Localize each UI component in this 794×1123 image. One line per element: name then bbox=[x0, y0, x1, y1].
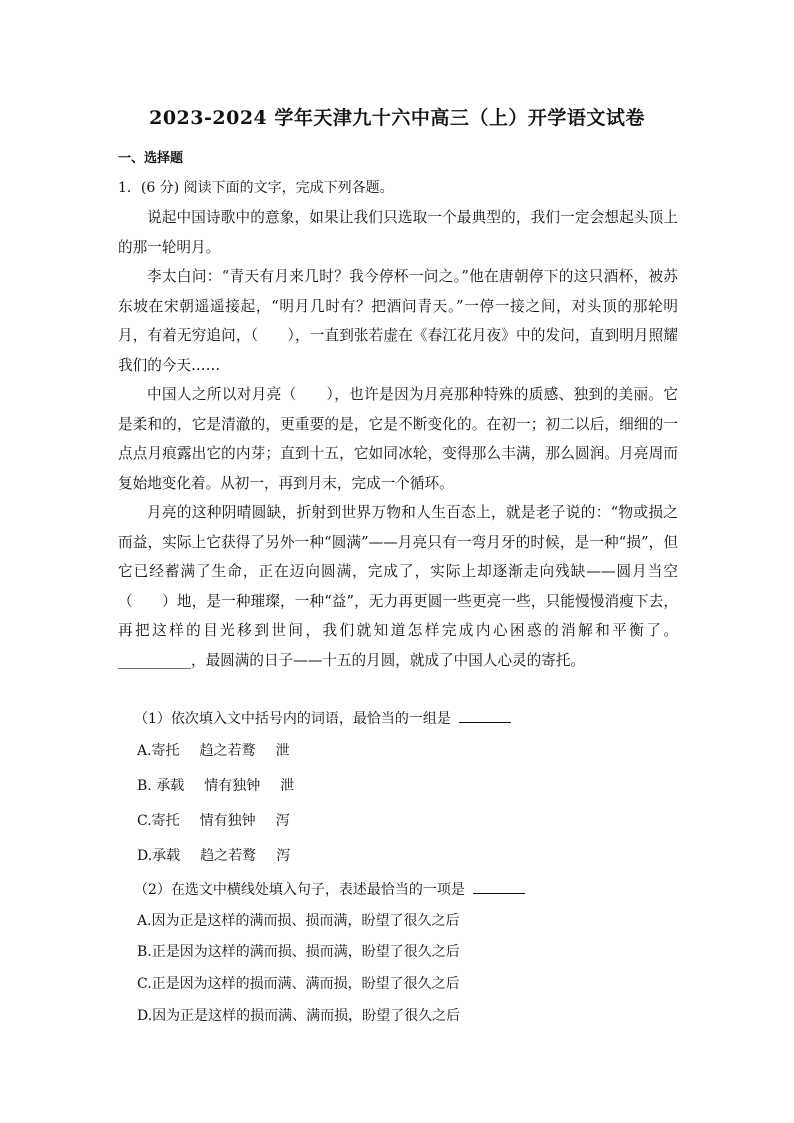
option-1c[interactable] bbox=[137, 810, 290, 830]
option-2d[interactable]: D.因为正是这样的损而满、满而损，盼望了很久之后 bbox=[137, 1008, 461, 1024]
option-word: C.寄托 bbox=[137, 813, 180, 829]
option-word: 情有独钟 bbox=[199, 813, 256, 829]
option-2a[interactable]: A.因为正是这样的满而损、损而满，盼望了很久之后 bbox=[137, 913, 460, 929]
passage-paragraph: 中国人之所以对月亮（ ），也许是因为月亮那种特殊的质感、独到的美丽。它是柔和的，它是清澈的，更重要的是，它是不断变化的。在初一；初二以后，细细的一点点月痕露出它的内芽；直到十五，它如同冰轮，变得那么丰满，那么圆润。月亮周而复始地变化着。从初一，再到月末，完成一个循环。 bbox=[118, 386, 678, 492]
subquestion-2-prompt: （2）在选文中横线处填入句子，表述最恰当的一项是 bbox=[134, 882, 465, 898]
option-word: B. 承载 bbox=[137, 778, 185, 794]
answer-blank[interactable] bbox=[459, 708, 511, 723]
option-word: 泻 bbox=[275, 813, 290, 829]
section-heading: 一、选择题 bbox=[118, 151, 184, 166]
option-1a[interactable] bbox=[137, 740, 290, 760]
option-2c[interactable]: C.正是因为这样的损而满、满而损，盼望了很久之后 bbox=[137, 976, 460, 992]
option-word: 情有独钟 bbox=[204, 778, 261, 794]
subquestion-1-prompt: （1）依次填入文中括号内的词语，最恰当的一组是 bbox=[134, 711, 451, 727]
passage-paragraph: 李太白问：“青天有月来几时？我今停杯一问之。”他在唐朝停下的这只酒杯，被苏东坡在宋朝遥遥接起，“明月几时有？把酒问青天。”一停一接之间，对头顶的那轮明月，有着无穷追问，（ ），一直到张若虚在《春江花月夜》中的发问，直到明月照耀我们的今天…… bbox=[118, 268, 678, 374]
passage-paragraph: 月亮的这种阴晴圆缺，折射到世界万物和人生百态上，就是老子说的：“物或损之而益，实际上它获得了另外一种“圆满”——月亮只有一弯月牙的时候，是一种“损”，但它已经蓄满了生命，正在迈向圆满，完成了，实际上却逐渐走向残缺——圆月当空（ ）地，是一种璀璨，一种“益”，无力再更圆一些更亮一些，只能慢慢消瘦下去，再把这样的目光移到世间，我们就知道怎样完成内心困惑的消解和平衡了。__________，最圆满的日子——十五的月圆，就成了中国人心灵的寄托。 bbox=[118, 504, 678, 669]
option-word: 泄 bbox=[280, 778, 295, 794]
subquestion-1 bbox=[134, 708, 511, 728]
question-header: 1．(6 分) 阅读下面的文字，完成下列各题。 bbox=[118, 180, 394, 196]
option-1b[interactable] bbox=[137, 775, 294, 795]
option-word: D.承载 bbox=[137, 848, 181, 864]
option-1d[interactable] bbox=[137, 845, 290, 865]
option-2b[interactable]: B.正是因为这样的满而损、损而满，盼望了很久之后 bbox=[137, 944, 460, 960]
passage-paragraph: 说起中国诗歌中的意象，如果让我们只选取一个最典型的，我们一定会想起头顶上的那一轮明月。 bbox=[118, 209, 678, 256]
option-word: A.寄托 bbox=[137, 743, 180, 759]
option-word: 泄 bbox=[275, 743, 290, 759]
page-title: 2023-2024 学年天津九十六中高三（上）开学语文试卷 bbox=[149, 107, 645, 129]
reading-passage bbox=[118, 203, 678, 675]
subquestion-2 bbox=[134, 879, 525, 899]
answer-blank[interactable] bbox=[473, 879, 525, 894]
option-word: 泻 bbox=[276, 848, 291, 864]
option-word: 趋之若鹜 bbox=[200, 848, 257, 864]
option-word: 趋之若鹜 bbox=[199, 743, 256, 759]
